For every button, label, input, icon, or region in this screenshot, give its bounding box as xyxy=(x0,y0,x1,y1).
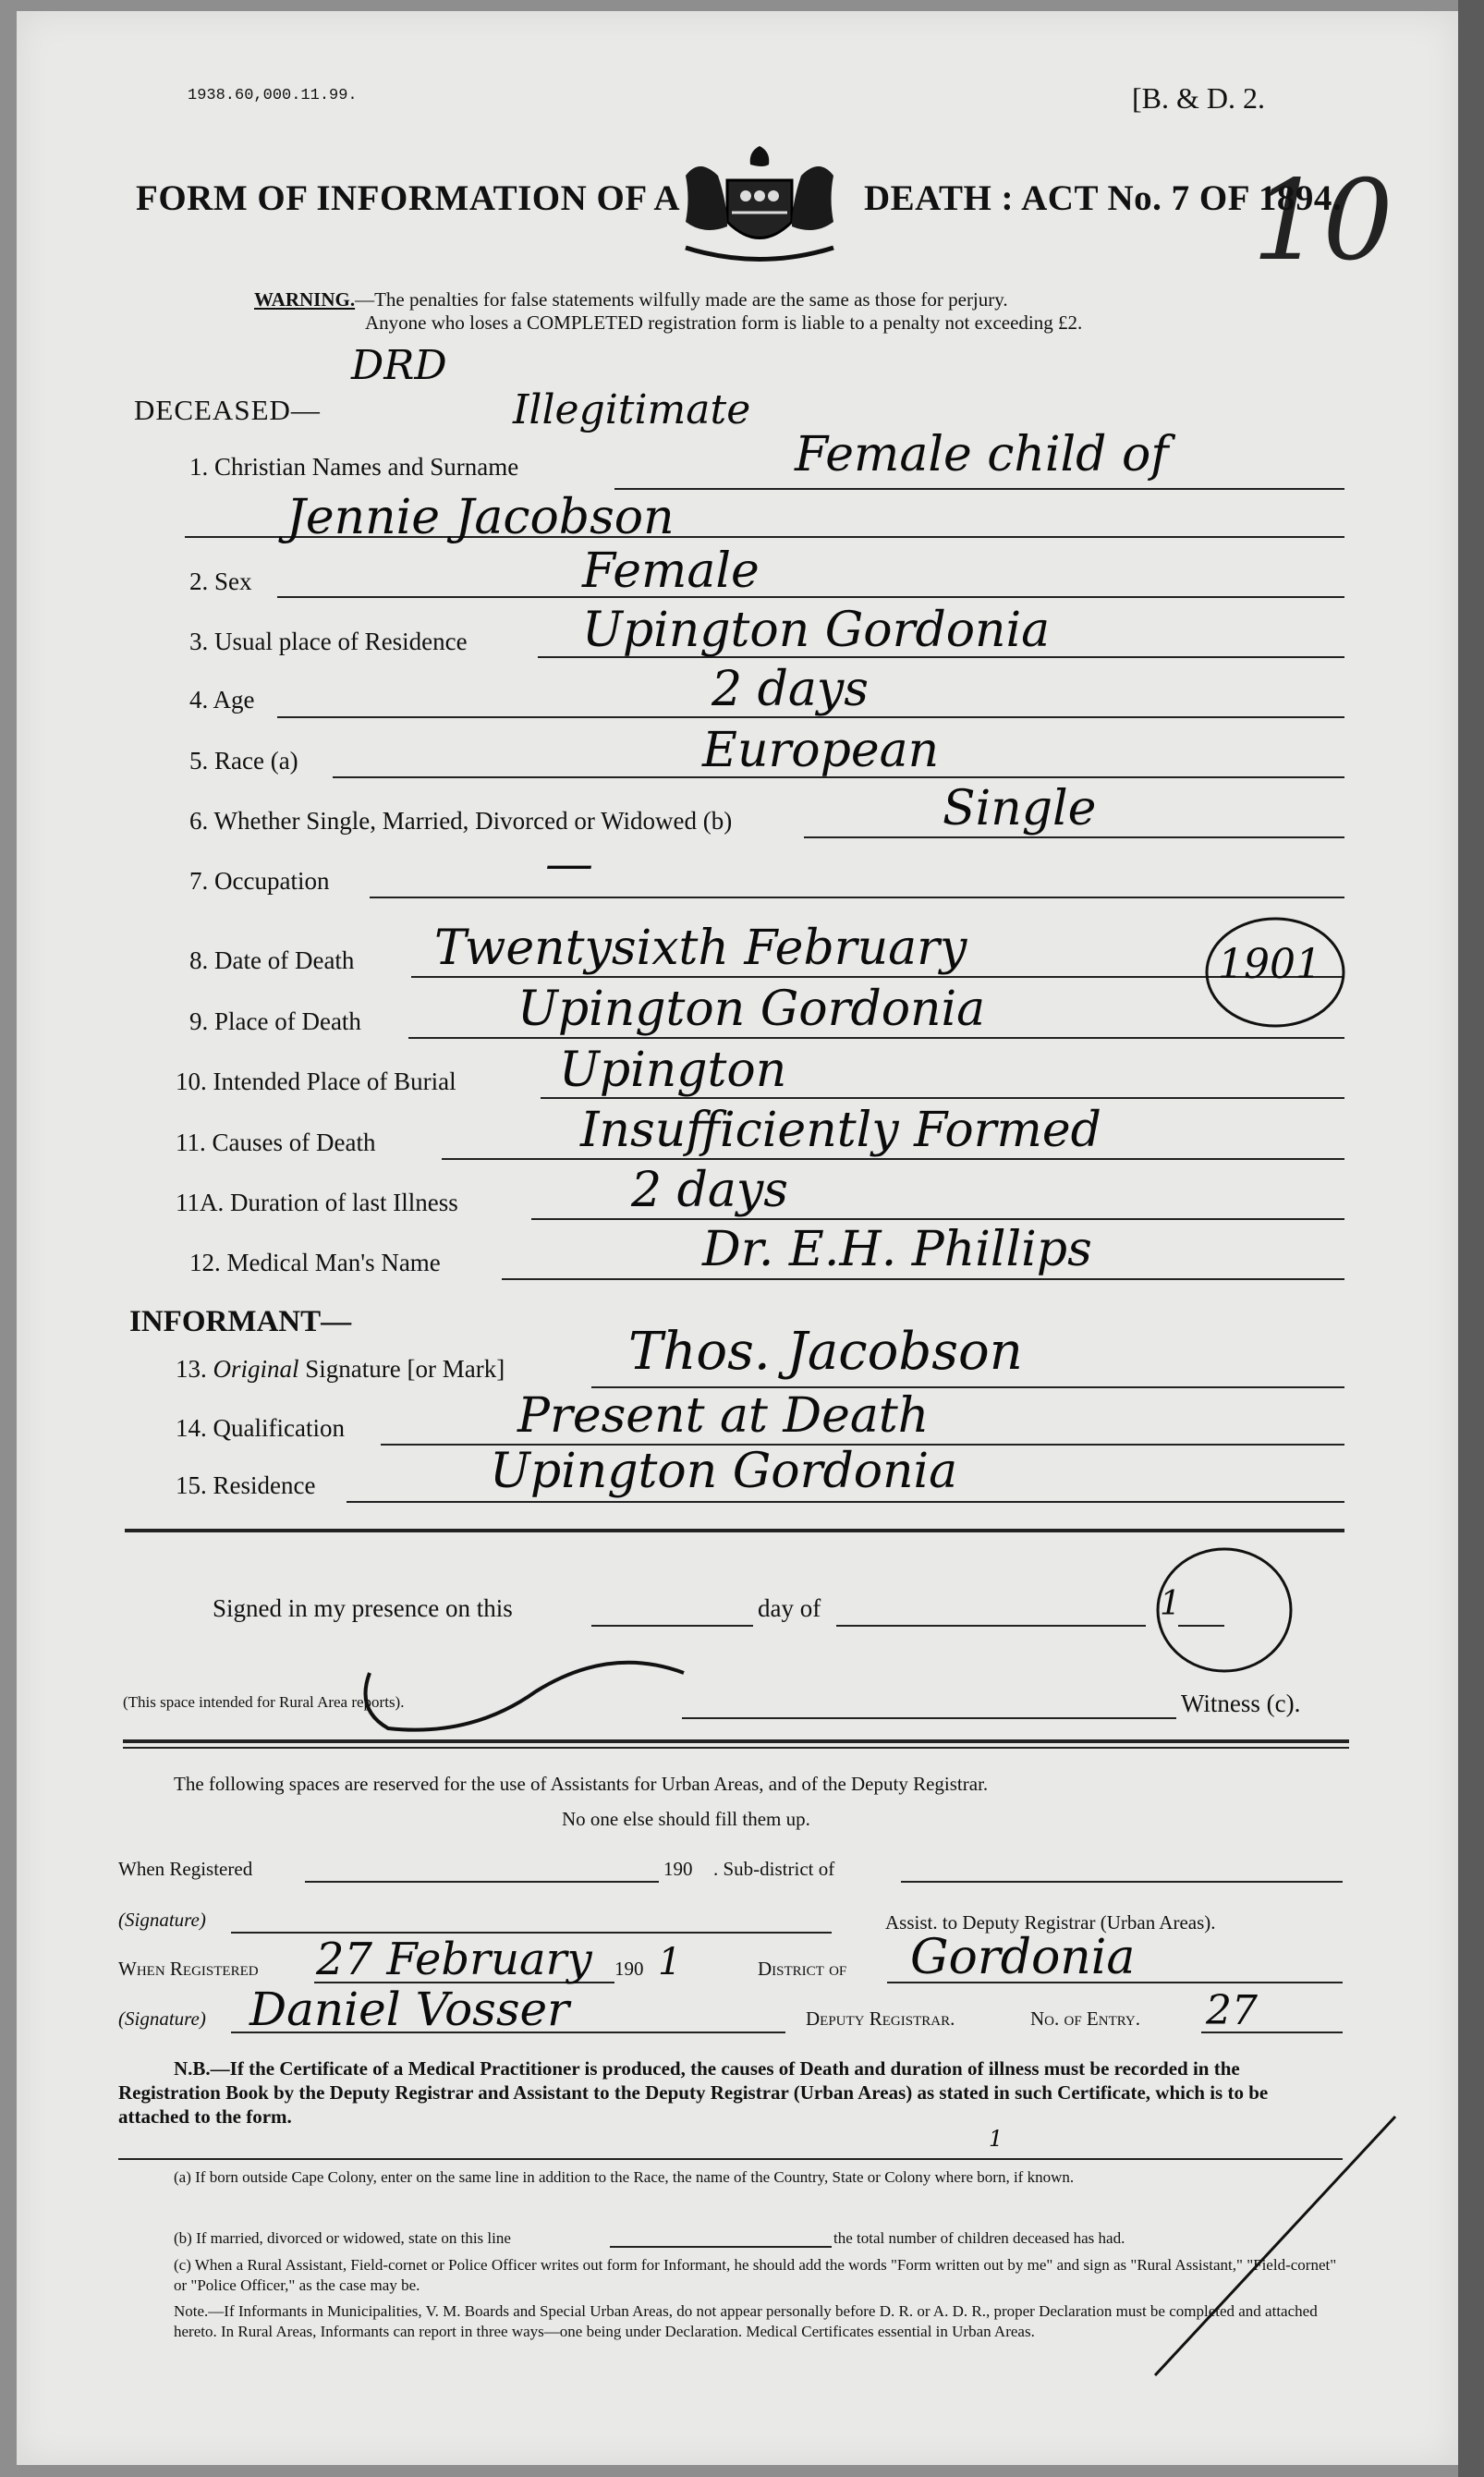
field-1-value2[interactable]: Jennie Jacobson xyxy=(286,490,675,545)
deputy-registrar-label: Deputy Registrar. xyxy=(806,2007,955,2030)
when-registered-label: When Registered xyxy=(118,1858,253,1880)
assist-label: Assist. to Deputy Registrar (Urban Areas). xyxy=(885,1911,1216,1934)
no-of-entry-label: No. of Entry. xyxy=(1030,2007,1141,2030)
sub-district-line xyxy=(901,1881,1343,1883)
reg-date-value[interactable]: 27 February xyxy=(316,1934,592,1985)
field-8-year[interactable]: 1901 xyxy=(1218,941,1321,988)
field-8-label: 8. Date of Death xyxy=(189,946,355,974)
field-3-label: 3. Usual place of Residence xyxy=(189,628,468,655)
warning-line2: Anyone who loses a COMPLETED registration form is liable to a penalty not exceeding £2. xyxy=(365,311,1083,334)
cancel-stroke-mark xyxy=(1146,2107,1405,2385)
warning-label: WARNING. xyxy=(254,288,356,311)
note-a: (a) If born outside Cape Colony, enter on the same line in addition to the Race, the name of the Country, State or Colony where born, if known. xyxy=(174,2168,1075,2186)
field-3-value[interactable]: Upington Gordonia xyxy=(582,603,1051,658)
warning-text1: —The penalties for false statements wilfully made are the same as those for perjury. xyxy=(355,288,1008,311)
field-6-line xyxy=(804,836,1344,838)
warning-line1 xyxy=(254,288,1008,311)
form-title-right: DEATH : ACT No. 7 OF 1894. xyxy=(864,178,1343,218)
when-registered-caps: When Registered xyxy=(118,1958,259,1980)
note-b-left: (b) If married, divorced or widowed, state on this line xyxy=(174,2229,511,2247)
field-9-label: 9. Place of Death xyxy=(189,1007,361,1035)
signed-circle-value: 1 xyxy=(1160,1585,1181,1623)
field-4-label: 4. Age xyxy=(189,686,255,714)
field-9-line xyxy=(408,1037,1344,1039)
section-divider-2 xyxy=(123,1739,1349,1743)
section-divider-1 xyxy=(125,1529,1344,1532)
reserved-line2: No one else should fill them up. xyxy=(562,1808,810,1830)
field-11a-line xyxy=(531,1218,1344,1220)
year-prefix: 190 xyxy=(663,1858,693,1880)
form-code: [B. & D. 2. xyxy=(1132,81,1265,115)
informant-section-label: INFORMANT— xyxy=(129,1305,352,1338)
witness-line xyxy=(682,1717,1176,1719)
section-divider-2b xyxy=(123,1747,1349,1749)
note-b-right: the total number of children deceased has had. xyxy=(833,2229,1125,2247)
field-5-value[interactable]: European xyxy=(702,723,940,778)
margin-mark: 10 xyxy=(1252,157,1393,286)
field-2-value[interactable]: Female xyxy=(582,543,760,599)
field-6-value[interactable]: Single xyxy=(943,781,1097,836)
field-5-label: 5. Race (a) xyxy=(189,747,298,775)
nb-note: N.B.—If the Certificate of a Medical Practitioner is produced, the causes of Death and duration of illness must be recorded in the Registration Book by the Deputy Registrar and Assistant to the Deputy Registrar (Urban Areas) as stated in such Certificate, which is to be attached to the form. xyxy=(118,2057,1269,2128)
field-11-value[interactable]: Insufficiently Formed xyxy=(580,1103,1101,1158)
field-1-value[interactable]: Female child of xyxy=(795,427,1169,482)
field-10-label: 10. Intended Place of Burial xyxy=(176,1068,456,1095)
coat-of-arms-emblem xyxy=(667,139,852,268)
rural-note: (This space intended for Rural Area reports). xyxy=(123,1693,405,1711)
reserved-line1: The following spaces are reserved for the use of Assistants for Urban Areas, and of the Deputy Registrar. xyxy=(174,1773,989,1795)
field-7-line xyxy=(370,897,1344,898)
signed-label: Signed in my presence on this xyxy=(213,1594,513,1622)
field-14-value[interactable]: Present at Death xyxy=(517,1388,930,1444)
reg-year-suffix[interactable]: 1 xyxy=(658,1941,682,1983)
field-2-line xyxy=(277,596,1344,598)
signed-month-line xyxy=(836,1625,1146,1627)
deceased-section-label: DECEASED— xyxy=(134,394,321,426)
field-6-label: 6. Whether Single, Married, Divorced or Widowed (b) xyxy=(189,807,733,835)
field-12-value[interactable]: Dr. E.H. Phillips xyxy=(702,1222,1092,1277)
district-value[interactable]: Gordonia xyxy=(910,1930,1136,1985)
note-b-line xyxy=(610,2246,832,2248)
field-1-label: 1. Christian Names and Surname xyxy=(189,453,519,481)
field-7-value[interactable]: — xyxy=(545,836,593,892)
field-9-value[interactable]: Upington Gordonia xyxy=(517,982,986,1037)
field-2-label: 2. Sex xyxy=(189,567,252,595)
note-general: Note.—If Informants in Municipalities, V. M. Boards and Special Urban Areas, do not appear personally before D. R. or A. D. R., proper Declaration must be completed and attached hereto. In Rural Areas, Informants can report in three ways—one being under Declaration. Medical Certificates essential in Urban Areas. xyxy=(174,2302,1318,2340)
field-11a-value[interactable]: 2 days xyxy=(631,1163,788,1218)
field-10-value[interactable]: Upington xyxy=(559,1043,787,1098)
field-7-label: 7. Occupation xyxy=(189,867,330,895)
note-c: (c) When a Rural Assistant, Field-cornet or Police Officer writes out form for Informant, he should add the words "Form written out by me" and sign as "Rural Assistant," "Field-cornet" or "Police Officer," as the case may be. xyxy=(174,2256,1337,2294)
signature2-label: (Signature) xyxy=(118,2007,206,2030)
field-15-line xyxy=(347,1501,1344,1503)
legitimacy-note: Illegitimate xyxy=(513,386,751,433)
witness-label: Witness (c). xyxy=(1181,1690,1301,1717)
field-15-label: 15. Residence xyxy=(176,1471,316,1499)
field-1-line xyxy=(614,488,1344,490)
sub-district-label: . Sub-district of xyxy=(713,1858,835,1880)
field-14-label: 14. Qualification xyxy=(176,1414,345,1442)
form-title-left: FORM OF INFORMATION OF A xyxy=(136,178,681,218)
entry-value[interactable]: 27 xyxy=(1206,1987,1258,2034)
field-11-label: 11. Causes of Death xyxy=(176,1129,376,1156)
reg-year-prefix: 190 xyxy=(614,1958,644,1980)
print-reference: 1938.60,000.11.99. xyxy=(188,87,358,104)
rural-flourish-mark xyxy=(351,1636,721,1738)
registrar-signature[interactable]: Daniel Vosser xyxy=(249,1983,569,2036)
field-4-value[interactable]: 2 days xyxy=(712,662,869,717)
stamp-note: DRD xyxy=(351,342,447,389)
nb-mark: 1 xyxy=(989,2126,1004,2152)
signed-day-of: day of xyxy=(758,1594,821,1622)
when-registered-line xyxy=(305,1881,659,1883)
field-12-line xyxy=(502,1278,1344,1280)
field-12-label: 12. Medical Man's Name xyxy=(189,1249,441,1276)
district-of-label: District of xyxy=(758,1958,847,1980)
signed-year-line xyxy=(1178,1625,1224,1627)
field-13-value[interactable]: Thos. Jacobson xyxy=(628,1322,1023,1382)
signed-day-line xyxy=(591,1625,753,1627)
signature-label: (Signature) xyxy=(118,1909,206,1931)
scan-edge xyxy=(1458,0,1484,2477)
field-11a-label: 11A. Duration of last Illness xyxy=(176,1189,458,1216)
field-13-label: 13. Original Signature [or Mark] xyxy=(176,1355,505,1383)
field-8-value[interactable]: Twentysixth February xyxy=(434,921,967,976)
field-15-value[interactable]: Upington Gordonia xyxy=(490,1444,958,1499)
field-11-line xyxy=(442,1158,1344,1160)
